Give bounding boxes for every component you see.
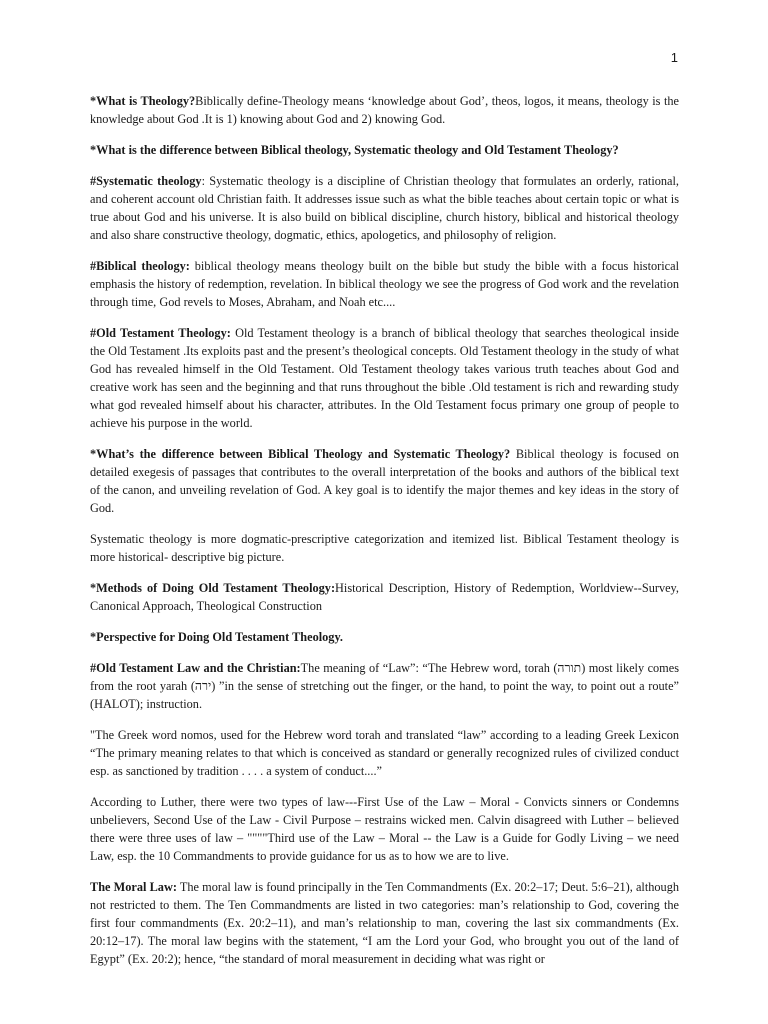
text-law-and-christian: The meaning of “Law”: “The Hebrew word, torah (תורה) most likely comes from the root yarah (ירה) ”in the sense of stretching out the finger, or the hand, to point the way, to point out a route” (HALOT); instruction. xyxy=(90,661,679,711)
paragraph-biblical-theology xyxy=(90,257,679,311)
text-biblical-theology: biblical theology means theology built on the bible but study the bible with a focus historical emphasis the history of redemption, revelation. In biblical theology we see the progress of God work and the revelation through time, God revels to Moses, Abraham, and Noah etc.... xyxy=(90,259,679,309)
paragraph-biblical-vs-systematic xyxy=(90,445,679,517)
paragraph-old-testament-theology xyxy=(90,324,679,432)
heading-perspective: *Perspective for Doing Old Testament Theology. xyxy=(90,630,343,644)
heading-biblical-theology: #Biblical theology: xyxy=(90,259,190,273)
paragraph-systematic-dogmatic xyxy=(90,530,679,566)
text-systematic-dogmatic: Systematic theology is more dogmatic-prescriptive categorization and itemized list. Biblical Testament theology is more historical- descriptive big picture. xyxy=(90,532,679,564)
paragraph-law-and-christian xyxy=(90,659,679,713)
paragraph-greek-nomos xyxy=(90,726,679,780)
page-number: 1 xyxy=(670,50,678,65)
text-biblical-vs-systematic: Biblical theology is focused on detailed exegesis of passages that contributes to the overall interpretation of the books and authors of the biblical text of the canon, and unveiling revelation of God. A key goal is to identify the major themes and key ideas in the story of God. xyxy=(90,447,679,515)
document-body xyxy=(90,92,679,981)
heading-old-testament-theology: #Old Testament Theology: xyxy=(90,326,231,340)
text-luther-calvin: According to Luther, there were two types of law---First Use of the Law – Moral - Convicts sinners or Condemns unbelievers, Second Use of the Law - Civil Purpose – restrains wicked men. Calvin disagreed with Luther – believed there were three uses of law – """"Third use of the Law – Moral -- the Law is a Guide for Godly Living – we need Law, esp. the 10 Commandments to provide guidance for us as to how we are to live. xyxy=(90,795,679,863)
paragraph-moral-law xyxy=(90,878,679,968)
paragraph-luther-calvin xyxy=(90,793,679,865)
heading-law-and-christian: #Old Testament Law and the Christian: xyxy=(90,661,301,675)
text-systematic-theology: : Systematic theology is a discipline of Christian theology that formulates an orderly, rational, and coherent account old Christian faith. It addresses issue such as what the bible teaches about certain topic or what is true about God and his universe. It is also build on biblical discipline, church history, biblical and historical theology and also share constructive theology, dogmatic, ethics, apologetics, and philosophy of religion. xyxy=(90,174,679,242)
paragraph-what-is-theology xyxy=(90,92,679,128)
heading-systematic-theology: #Systematic theology xyxy=(90,174,202,188)
heading-methods: *Methods of Doing Old Testament Theology: xyxy=(90,581,336,595)
heading-biblical-vs-systematic: *What’s the difference between Biblical Theology and Systematic Theology? xyxy=(90,447,511,461)
text-methods: Historical Description, History of Redemption, Worldview--Survey, Canonical Approach, Theological Construction xyxy=(90,581,679,613)
heading-moral-law: The Moral Law: xyxy=(90,880,177,894)
heading-what-is-theology: *What is Theology? xyxy=(90,94,196,108)
paragraph-systematic-theology xyxy=(90,172,679,244)
paragraph-methods xyxy=(90,579,679,615)
text-what-is-theology: Biblically define-Theology means ‘knowledge about God’, theos, logos, it means, theology is the knowledge about God .It is 1) knowing about God and 2) knowing God. xyxy=(90,94,679,126)
text-moral-law: The moral law is found principally in the Ten Commandments (Ex. 20:2–17; Deut. 5:6–21), although not restricted to them. The Ten Commandments are listed in two categories: man’s relationship to God, covering the first four commandments (Ex. 20:2–11), and man’s relationship to man, covering the last six commandments (Ex. 20:12–17). The moral law begins with the statement, “I am the Lord your God, who brought you out of the land of Egypt” (Ex. 20:2); hence, “the standard of moral measurement in deciding what was right or xyxy=(90,880,679,966)
text-greek-nomos: "The Greek word nomos, used for the Hebrew word torah and translated “law” according to a leading Greek Lexicon “The primary meaning relates to that which is conceived as standard or generally recognized rules of civilized conduct esp. as sanctioned by tradition . . . . a system of conduct....” xyxy=(90,728,679,778)
text-old-testament-theology: Old Testament theology is a branch of biblical theology that searches theological inside the Old Testament .Its exploits past and the present’s theological concepts. Old Testament theology in the study of what God has revealed himself in the Old Testament. Old Testament theology takes various truth teaches about God and creative work has seen and the beginning and that runs throughout the bible .Old testament is rich and rewarding study what god revealed himself about his character, attributes. In the Old Testament focus primary one group of people to achieve his purpose in the world. xyxy=(90,326,679,430)
heading-difference-question: *What is the difference between Biblical theology, Systematic theology and Old Testament Theology? xyxy=(90,143,619,157)
